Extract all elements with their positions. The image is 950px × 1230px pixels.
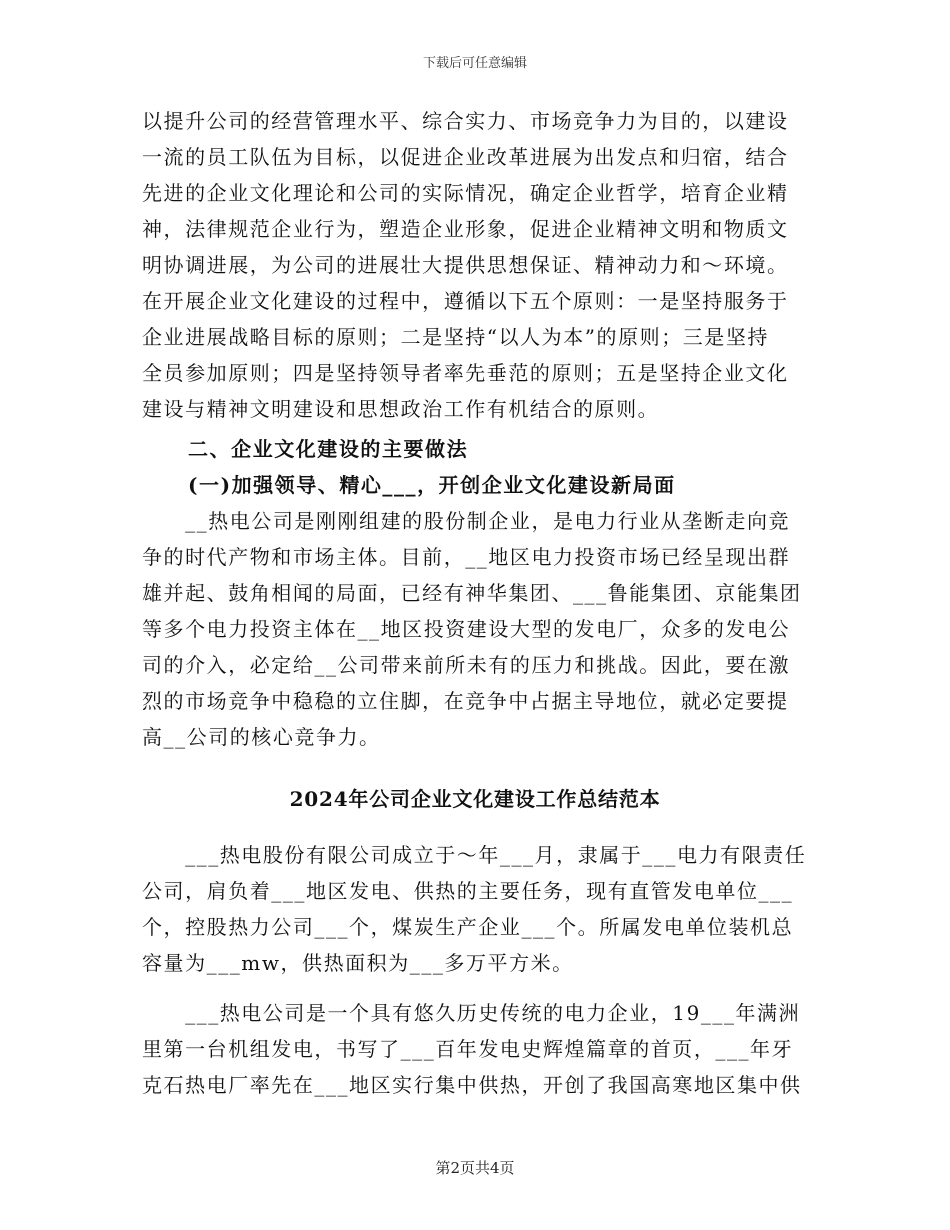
text-line: __热电公司是刚刚组建的股份制企业，是电力行业从垄断走向竞 xyxy=(142,509,791,533)
text-line: 个，控股热力公司___个，煤炭生产企业___个。所属发电单位装机总 xyxy=(142,915,794,939)
text-line: 先进的企业文化理论和公司的实际情况，确定企业哲学，培育企业精 xyxy=(142,181,789,205)
text-line: 一流的员工队伍为目标，以促进企业改革进展为出发点和归宿，结合 xyxy=(142,145,789,169)
document-title: 2024年公司企业文化建设工作总结范本 xyxy=(289,787,661,811)
text-line: 克石热电厂率先在___地区实行集中供热，开创了我国高寒地区集中供 xyxy=(142,1073,802,1097)
text-line: ___热电公司是一个具有悠久历史传统的电力企业，19___年满洲 xyxy=(142,1001,801,1025)
document-body xyxy=(142,103,808,1103)
text-line: 神，法律规范企业行为，塑造企业形象，促进企业精神文明和物质文 xyxy=(142,217,789,241)
subsection-heading-leadership: (一)加强领导、精心___，开创企业文化建设新局面 xyxy=(188,473,676,497)
paragraph-company-overview xyxy=(142,837,808,981)
paragraph-company-history xyxy=(142,995,808,1103)
text-line: 公司，肩负着___地区发电、供热的主要任务，现有直管发电单位___ xyxy=(142,879,794,903)
text-line: 全员参加原则；四是坚持领导者率先垂范的原则；五是坚持企业文化 xyxy=(142,361,789,385)
text-line: 高__公司的核心竞争力。 xyxy=(142,725,381,749)
text-line: 建设与精神文明建设和思想政治工作有机结合的原则。 xyxy=(142,397,660,421)
text-line: 司的介入，必定给__公司带来前所未有的压力和挑战。因此，要在激 xyxy=(142,653,791,677)
text-line: 争的时代产物和市场主体。目前，__地区电力投资市场已经呈现出群 xyxy=(142,545,791,569)
paragraph-principles xyxy=(142,103,808,427)
text-line: 以提升公司的经营管理水平、综合实力、市场竞争力为目的，以建设 xyxy=(142,109,789,133)
page-number: 第2页共4页 xyxy=(435,1159,515,1177)
text-line: 企业进展战略目标的原则；二是坚持“以人为本”的原则；三是坚持 xyxy=(142,325,769,349)
text-line: 等多个电力投资主体在__地区投资建设大型的发电厂，众多的发电公 xyxy=(142,617,791,641)
section-heading-main-practices: 二、企业文化建设的主要做法 xyxy=(188,437,469,461)
page-header-note: 下载后可任意编辑 xyxy=(422,56,527,71)
text-line: 烈的市场竞争中稳稳的立住脚，在竞争中占据主导地位，就必定要提 xyxy=(142,689,789,713)
text-line: 在开展企业文化建设的过程中，遵循以下五个原则：一是坚持服务于 xyxy=(142,289,789,313)
text-line: 明协调进展，为公司的进展壮大提供思想保证、精神动力和～环境。 xyxy=(142,253,789,277)
text-line: 里第一台机组发电，书写了___百年发电史辉煌篇章的首页，___年牙 xyxy=(142,1037,794,1061)
paragraph-company-background xyxy=(142,503,808,755)
text-line: ___热电股份有限公司成立于～年___月，隶属于___电力有限责任 xyxy=(142,843,807,867)
text-line: 雄并起、鼓角相闻的局面，已经有神华集团、___鲁能集团、京能集团 xyxy=(142,581,802,605)
text-line: 容量为___mw，供热面积为___多万平方米。 xyxy=(142,951,574,975)
